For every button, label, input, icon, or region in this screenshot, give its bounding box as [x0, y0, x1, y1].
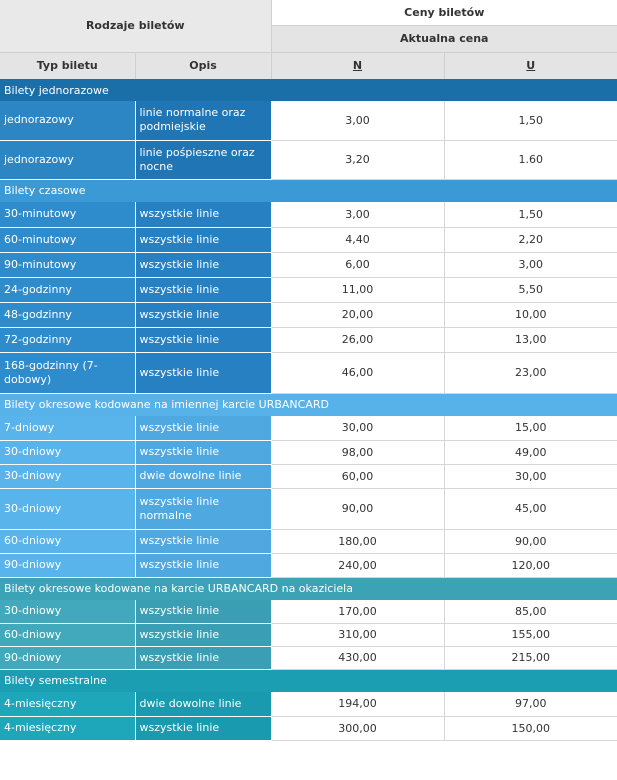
ticket-description-cell: dwie dowolne linie — [135, 692, 271, 716]
table-row — [0, 692, 617, 716]
table-row — [0, 327, 617, 352]
reduced-price-cell: 30,00 — [444, 464, 617, 488]
ticket-description-cell: dwie dowolne linie — [135, 464, 271, 488]
reduced-price-cell: 23,00 — [444, 352, 617, 393]
ticket-type-cell: 90-dniowy — [0, 646, 135, 669]
ticket-description-cell: wszystkie linie — [135, 227, 271, 252]
group-header-row — [0, 669, 617, 692]
table-body — [0, 79, 617, 740]
group-title: Bilety okresowe kodowane na karcie URBANCARD na okaziciela — [0, 577, 617, 600]
table-row — [0, 600, 617, 623]
table-row — [0, 464, 617, 488]
normal-price-cell: 3,00 — [271, 101, 444, 140]
ticket-type-cell: 60-minutowy — [0, 227, 135, 252]
normal-price-cell: 430,00 — [271, 646, 444, 669]
ticket-description-cell: wszystkie linie — [135, 600, 271, 623]
group-header-row — [0, 179, 617, 202]
ticket-type-cell: 4-miesięczny — [0, 716, 135, 740]
ticket-type-cell: 30-dniowy — [0, 488, 135, 529]
reduced-price-cell: 49,00 — [444, 440, 617, 464]
ticket-type-cell: 48-godzinny — [0, 302, 135, 327]
table-row — [0, 277, 617, 302]
table-row — [0, 488, 617, 529]
ticket-prices-heading: Ceny biletów — [271, 0, 617, 25]
reduced-price-cell: 1,50 — [444, 202, 617, 227]
table-row — [0, 529, 617, 553]
table-row — [0, 623, 617, 646]
normal-price-cell: 98,00 — [271, 440, 444, 464]
ticket-types-heading: Rodzaje biletów — [0, 0, 271, 52]
normal-price-cell: 240,00 — [271, 553, 444, 577]
reduced-price-cell: 10,00 — [444, 302, 617, 327]
normal-price-cell: 4,40 — [271, 227, 444, 252]
table-row — [0, 302, 617, 327]
table-row — [0, 440, 617, 464]
ticket-type-cell: 72-godzinny — [0, 327, 135, 352]
ticket-description-cell: wszystkie linie — [135, 716, 271, 740]
group-title: Bilety czasowe — [0, 179, 617, 202]
ticket-type-cell: 60-dniowy — [0, 623, 135, 646]
reduced-price-cell: 97,00 — [444, 692, 617, 716]
reduced-price-cell: 155,00 — [444, 623, 617, 646]
column-header-description: Opis — [135, 52, 271, 79]
reduced-price-cell: 3,00 — [444, 252, 617, 277]
normal-price-cell: 6,00 — [271, 252, 444, 277]
ticket-type-cell: jednorazowy — [0, 101, 135, 140]
group-header-row — [0, 79, 617, 101]
ticket-type-cell: 30-minutowy — [0, 202, 135, 227]
reduced-price-cell: 150,00 — [444, 716, 617, 740]
normal-price-cell: 3,20 — [271, 140, 444, 179]
table-row — [0, 140, 617, 179]
ticket-description-cell: wszystkie linie — [135, 646, 271, 669]
table-row — [0, 202, 617, 227]
table-row — [0, 416, 617, 440]
ticket-description-cell: linie normalne oraz podmiejskie — [135, 101, 271, 140]
ticket-type-cell: 7-dniowy — [0, 416, 135, 440]
normal-price-cell: 170,00 — [271, 600, 444, 623]
ticket-type-cell: 30-dniowy — [0, 464, 135, 488]
table-row — [0, 352, 617, 393]
ticket-type-cell: 4-miesięczny — [0, 692, 135, 716]
column-header-reduced[interactable] — [444, 52, 617, 79]
table-row — [0, 716, 617, 740]
table-row — [0, 646, 617, 669]
reduced-price-cell: 15,00 — [444, 416, 617, 440]
reduced-price-cell: 85,00 — [444, 600, 617, 623]
ticket-type-cell: 60-dniowy — [0, 529, 135, 553]
reduced-price-cell: 45,00 — [444, 488, 617, 529]
ticket-type-cell: 90-minutowy — [0, 252, 135, 277]
ticket-type-cell: jednorazowy — [0, 140, 135, 179]
current-price-heading: Aktualna cena — [271, 25, 617, 52]
ticket-description-cell: wszystkie linie — [135, 202, 271, 227]
reduced-price-cell: 5,50 — [444, 277, 617, 302]
ticket-description-cell: wszystkie linie — [135, 302, 271, 327]
reduced-price-cell: 215,00 — [444, 646, 617, 669]
normal-price-cell: 20,00 — [271, 302, 444, 327]
group-header-row — [0, 577, 617, 600]
ticket-description-cell: wszystkie linie normalne — [135, 488, 271, 529]
ticket-type-cell: 168-godzinny (7-dobowy) — [0, 352, 135, 393]
table-row — [0, 101, 617, 140]
ticket-description-cell: wszystkie linie — [135, 553, 271, 577]
reduced-price-cell: 90,00 — [444, 529, 617, 553]
reduced-price-cell: 2,20 — [444, 227, 617, 252]
reduced-price-cell: 1,50 — [444, 101, 617, 140]
normal-price-cell: 11,00 — [271, 277, 444, 302]
ticket-description-cell: wszystkie linie — [135, 277, 271, 302]
normal-price-cell: 46,00 — [271, 352, 444, 393]
table-header — [0, 0, 617, 79]
ticket-description-cell: wszystkie linie — [135, 352, 271, 393]
group-title: Bilety jednorazowe — [0, 79, 617, 101]
group-title: Bilety okresowe kodowane na imiennej karcie URBANCARD — [0, 393, 617, 416]
reduced-price-abbr[interactable]: U — [526, 59, 536, 73]
column-header-type: Typ biletu — [0, 52, 135, 79]
ticket-type-cell: 30-dniowy — [0, 440, 135, 464]
normal-price-cell: 60,00 — [271, 464, 444, 488]
column-header-normal[interactable] — [271, 52, 444, 79]
reduced-price-cell: 120,00 — [444, 553, 617, 577]
ticket-type-cell: 90-dniowy — [0, 553, 135, 577]
normal-price-cell: 90,00 — [271, 488, 444, 529]
table-row — [0, 227, 617, 252]
ticket-type-cell: 24-godzinny — [0, 277, 135, 302]
ticket-description-cell: wszystkie linie — [135, 623, 271, 646]
normal-price-cell: 30,00 — [271, 416, 444, 440]
reduced-price-cell: 13,00 — [444, 327, 617, 352]
ticket-description-cell: wszystkie linie — [135, 416, 271, 440]
ticket-description-cell: wszystkie linie — [135, 529, 271, 553]
normal-price-cell: 310,00 — [271, 623, 444, 646]
group-header-row — [0, 393, 617, 416]
reduced-price-cell: 1.60 — [444, 140, 617, 179]
ticket-description-cell: linie pośpieszne oraz nocne — [135, 140, 271, 179]
ticket-type-cell: 30-dniowy — [0, 600, 135, 623]
table-row — [0, 553, 617, 577]
ticket-description-cell: wszystkie linie — [135, 327, 271, 352]
normal-price-cell: 194,00 — [271, 692, 444, 716]
ticket-description-cell: wszystkie linie — [135, 252, 271, 277]
ticket-description-cell: wszystkie linie — [135, 440, 271, 464]
normal-price-cell: 180,00 — [271, 529, 444, 553]
normal-price-cell: 26,00 — [271, 327, 444, 352]
group-title: Bilety semestralne — [0, 669, 617, 692]
table-row — [0, 252, 617, 277]
normal-price-cell: 3,00 — [271, 202, 444, 227]
normal-price-abbr[interactable]: N — [352, 59, 363, 73]
normal-price-cell: 300,00 — [271, 716, 444, 740]
